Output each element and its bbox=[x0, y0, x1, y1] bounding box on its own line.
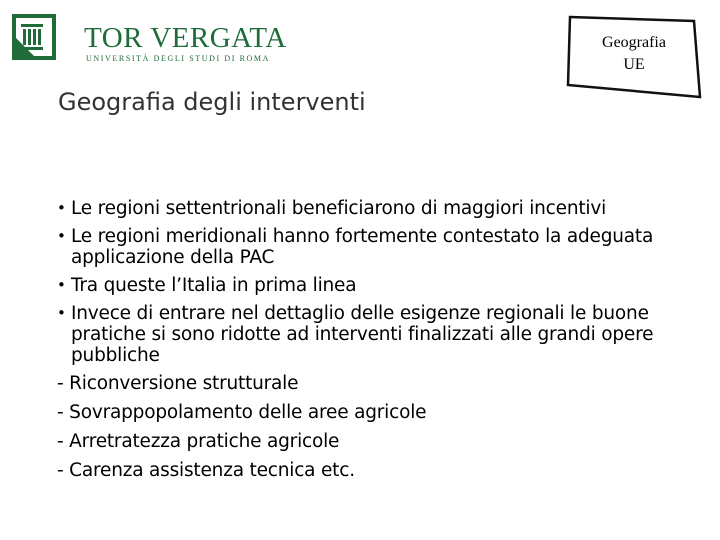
logo-subtitle: UNIVERSITÀ DEGLI STUDI DI ROMA bbox=[86, 54, 270, 63]
tag-line-1: Geografia bbox=[602, 34, 666, 51]
slide-body bbox=[57, 198, 687, 489]
bullet-item: • Le regioni settentrionali beneficiarono di maggiori incentivi bbox=[57, 198, 687, 219]
bullet-item: • Le regioni meridionali hanno fortemente contestato la adeguata applicazione della PAC bbox=[57, 226, 687, 268]
slide-title: Geografia degli interventi bbox=[58, 88, 366, 116]
bullet-item: • Tra queste l’Italia in prima linea bbox=[57, 275, 687, 296]
university-logo bbox=[12, 14, 287, 63]
dash-item: - Arretratezza pratiche agricole bbox=[57, 431, 340, 452]
dash-item: - Sovrappopolamento delle aree agricole bbox=[57, 402, 427, 423]
tag-line-2: UE bbox=[623, 56, 645, 73]
section-tag bbox=[566, 15, 702, 99]
dash-item: - Carenza assistenza tecnica etc. bbox=[57, 460, 355, 481]
bullet-item: • Invece di entrare nel dettaglio delle esigenze regionali le buone pratiche si sono ridotte ad interventi finalizzati alle grandi opere pubbliche bbox=[57, 303, 687, 366]
logo-name: TOR VERGATA bbox=[84, 22, 287, 54]
dash-item: - Riconversione strutturale bbox=[57, 373, 299, 394]
tor-vergata-emblem-icon bbox=[12, 14, 56, 60]
